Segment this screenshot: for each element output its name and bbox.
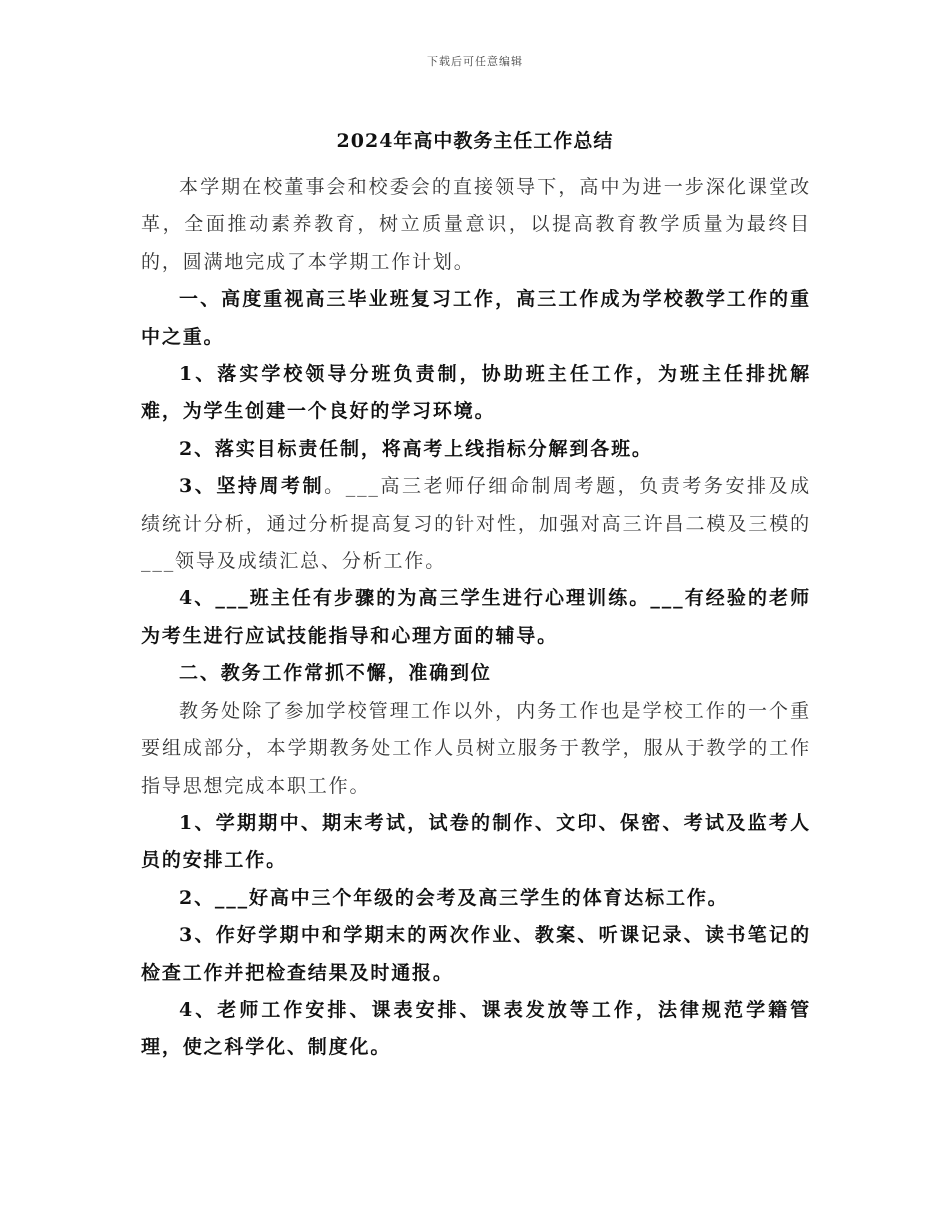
- document-title: 2024年高中教务主任工作总结: [336, 130, 614, 152]
- section-heading-2: 二、教务工作常抓不懈，准确到位: [179, 662, 492, 685]
- list-item-2-4: 4、老师工作安排、课表安排、课表发放等工作，法律规范学籍管理，使之科学化、制度化。: [141, 998, 811, 1059]
- list-item-1-2: 2、落实目标责任制，将高考上线指标分解到各班。: [179, 437, 653, 460]
- header-note: 下载后可任意编辑: [427, 55, 523, 68]
- list-item-2-3: 3、作好学期中和学期末的两次作业、教案、听课记录、读书笔记的检查工作并把检查结果及时通报。: [141, 924, 811, 984]
- list-item-1-3-rest: 。___高三老师仔细命制周考题，负责考务安排及成绩统计分析，通过分析提高复习的针对性，加强对高三许昌二模及三模的___领导及成绩汇总、分析工作。: [141, 475, 811, 573]
- document-body: [141, 169, 811, 1067]
- list-item-1-3: [141, 468, 811, 580]
- intro-paragraph: 本学期在校董事会和校委会的直接领导下，高中为进一步深化课堂改革，全面推动素养教育，树立质量意识，以提高教育教学质量为最终目的，圆满地完成了本学期工作计划。: [141, 176, 811, 273]
- list-item-1-3-lead: 3、坚持周考制: [179, 475, 325, 498]
- list-item-2-1: 1、学期期中、期末考试，试卷的制作、文印、保密、考试及监考人员的安排工作。: [141, 811, 811, 872]
- list-item-1-4: 4、___班主任有步骤的为高三学生进行心理训练。___有经验的老师为考生进行应试技能指导和心理方面的辅导。: [141, 587, 811, 647]
- list-item-2-2: 2、___好高中三个年级的会考及高三学生的体育达标工作。: [179, 886, 729, 909]
- section-heading-1: 一、高度重视高三毕业班复习工作，高三工作成为学校教学工作的重中之重。: [141, 288, 811, 348]
- section-2-intro: 教务处除了参加学校管理工作以外，内务工作也是学校工作的一个重要组成部分，本学期教务处工作人员树立服务于教学，服从于教学的工作指导思想完成本职工作。: [141, 699, 811, 797]
- list-item-1-1: 1、落实学校领导分班负责制，协助班主任工作，为班主任排扰解难，为学生创建一个良好的学习环境。: [141, 363, 811, 423]
